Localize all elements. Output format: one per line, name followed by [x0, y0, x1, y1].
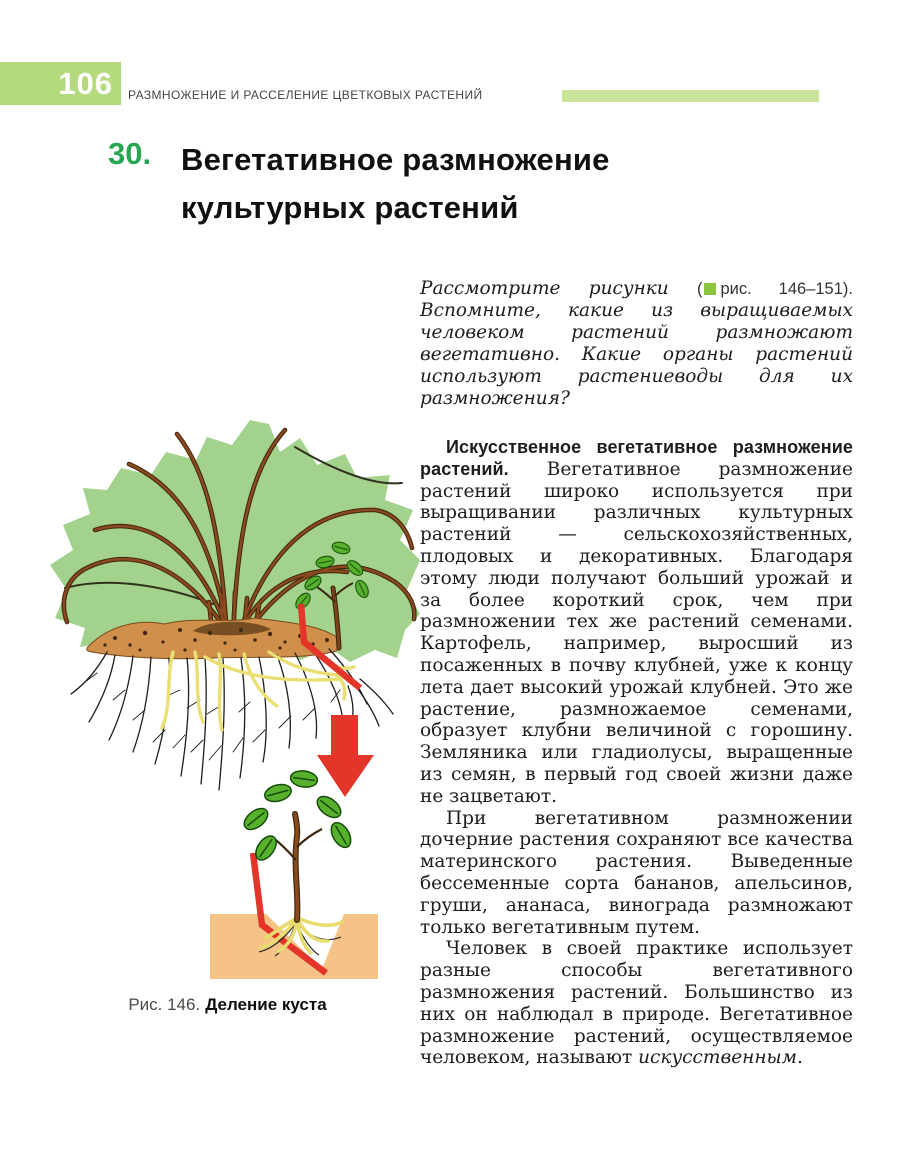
figure-ref-square-icon: [704, 283, 716, 295]
divided-plant-group: [210, 769, 378, 979]
section-title-line1: Вегетативное размножение: [181, 142, 610, 177]
figure-caption-title: Деление куста: [205, 995, 327, 1014]
bush-division-illustration: [45, 390, 430, 990]
text-column: [420, 278, 853, 1069]
figure-reference: [697, 280, 853, 298]
paragraph-human-practice: [420, 938, 853, 1069]
figure-reference-open: (: [696, 280, 703, 298]
figure-reference-text: рис. 146–151).: [720, 280, 853, 298]
paragraph-3-text: Человек в своей практике использует разные способы вегетативного размножения растений. Большинство из них он наблюдал в природе. Вегетативное размножение растений, осуществляемое человеком, называют: [420, 938, 853, 1069]
figure-caption-label: Рис. 146.: [128, 995, 201, 1014]
yellow-roots: [162, 652, 354, 730]
down-arrow-icon: [317, 715, 374, 797]
paragraph-3-period: .: [796, 1047, 803, 1069]
chapter-header: РАЗМНОЖЕНИЕ И РАССЕЛЕНИЕ ЦВЕТКОВЫХ РАСТЕНИЙ: [128, 88, 483, 102]
intro-part1: Рассмотрите рисунки: [420, 278, 697, 299]
paragraph-lead-term: Искусственное вегетативное размножение растений.: [420, 437, 853, 479]
paragraph-artificial-propagation: [420, 437, 853, 808]
section-number: 30.: [108, 136, 152, 171]
figure-caption: [45, 995, 410, 1015]
section-title-line2: культурных растений: [181, 190, 519, 225]
page-number: 106: [58, 65, 113, 101]
section-title: [181, 136, 741, 232]
paragraph-daughter-plants: При вегетативном размножении дочерние растения сохраняют все качества материнского растения. Выведенные бессеменные сорта бананов, апельсинов, груши, ананаса, винограда размножают только вегетативным путем.: [420, 807, 853, 938]
header-accent-bar: [562, 90, 819, 102]
intro-part2: Вспомните, какие из выращиваемых человеком растений размножают вегетативно. Какие органы растений используют растениеводы для их размножения?: [420, 300, 853, 409]
paragraph-1-text: Вегетативное размножение растений широко используется при выращивании различных культурных растений — сельскохозяйственных, плодовых и декоративных. Благодаря этому люди получают больший урожай и за более короткий срок, чем при размножении тех же растений семенами. Картофель, например, выросший из посаженных в почву клубней, уже к концу лета дает высокий урожай клубней. Это же растение, размножаемое семенами, образует клубни величиной с горошину. Земляника или гладиолусы, выращенные из семян, в первый год своей жизни даже не зацветают.: [420, 458, 853, 807]
intro-questions: [420, 278, 853, 410]
page-number-box: [0, 62, 121, 105]
paragraph-3-italic-term: искусственным: [638, 1047, 797, 1069]
